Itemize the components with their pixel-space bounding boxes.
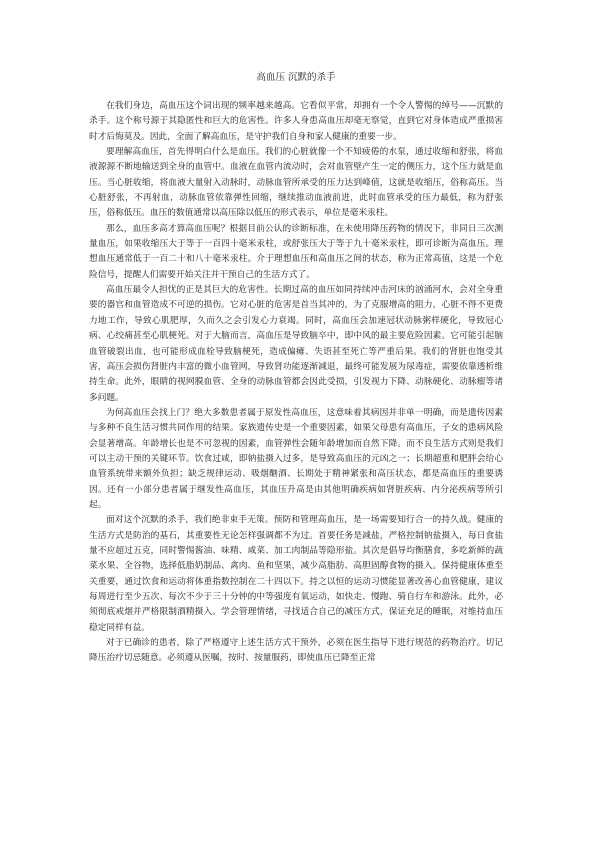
paragraph: 那么，血压多高才算高血压呢？根据目前公认的诊断标准，在未使用降压药物的情况下，非同日三次测量血压，如果收缩压大于等于一百四十毫米汞柱，或舒张压大于等于九十毫米汞柱，即可诊断为高血压。理想血压通常低于一百二十和八十毫米汞柱。介于理想血压和高血压之间的状态，称为正常高值，这是一个危险信号，提醒人们需要开始关注并干预自己的生活方式了。 [89,223,503,280]
paragraph: 要理解高血压，首先得明白什么是血压。我们的心脏就像一个不知疲倦的水泵，通过收缩和舒张，将血液源源不断地输送到全身的血管中。血液在血管内流动时，会对血管壁产生一定的侧压力，这个压力就是血压。当心脏收缩，将血液大量射入动脉时，动脉血管所承受的压力达到峰值，这就是收缩压，俗称高压。当心脏舒张，不再射血，动脉血管依靠弹性回缩，继续推动血液前进，此时血管承受的压力最低，称为舒张压，俗称低压。血压的数值通常以高压除以低压的形式表示，单位是毫米汞柱。 [89,147,503,219]
paragraph: 高血压最令人担忧的正是其巨大的危害性。长期过高的血压如同持续冲击河床的汹涌河水，会对全身重要的器官和血管造成不可逆的损伤。它对心脏的危害是首当其冲的，为了克服增高的阻力，心脏不得不更费力地工作，导致心肌肥厚，久而久之会引发心力衰竭。同时，高血压会加速冠状动脉粥样硬化，导致冠心病、心绞痛甚至心肌梗死。对于大脑而言，高血压是导致脑卒中，即中风的最主要危险因素。它可能引起脑血管破裂出血，也可能形成血栓导致脑梗死，造成偏瘫、失语甚至死亡等严重后果。我们的肾脏也饱受其害，高压会损伤肾脏内丰富的微小血管网，导致肾功能逐渐减退，最终可能发展为尿毒症，需要依靠透析维持生命。此外，眼睛的视网膜血管、全身的动脉血管都会因此受损，引发视力下降、动脉硬化、动脉瘤等诸多问题。 [89,285,503,403]
paragraph: 在我们身边，高血压这个词出现的频率越来越高。它看似平常，却拥有一个令人警惕的绰号——沉默的杀手。这个称号源于其隐匿性和巨大的危害性。许多人身患高血压却毫无察觉，直到它对身体造成严重损害时才后悔莫及。因此，全面了解高血压，是守护我们自身和家人健康的重要一步。 [89,101,503,142]
document-title: 高血压 沉默的杀手 [256,72,336,83]
paragraph: 为何高血压会找上门？绝大多数患者属于原发性高血压，这意味着其病因并非单一明确，而是遗传因素与多种不良生活习惯共同作用的结果。家族遗传史是一个重要因素，如果父母患有高血压，子女的患病风险会显著增高。年龄增长也是不可忽视的因素，血管弹性会随年龄增加而自然下降。而不良生活方式则是我们可以主动干预的关键环节。饮食过咸，即钠盐摄入过多，是导致高血压的元凶之一；长期超重和肥胖会给心血管系统带来额外负担；缺乏规律运动、吸烟酗酒、长期处于精神紧张和高压状态，都是高血压的重要诱因。还有一小部分患者属于继发性高血压，其血压升高是由其他明确疾病如肾脏疾病、内分泌疾病等所引起。 [89,407,503,510]
paragraph: 对于已确诊的患者，除了严格遵守上述生活方式干预外，必须在医生指导下进行规范的药物治疗。切记降压治疗切忌随意。必须遵从医嘱，按时、按量服药，即使血压已降至正常 [89,638,503,664]
paragraph: 面对这个沉默的杀手，我们绝非束手无策。预防和管理高血压，是一场需要知行合一的持久战。健康的生活方式是防治的基石，其重要性无论怎样强调都不为过。首要任务是减盐，严格控制钠盐摄入，每日食盐量不应超过五克，同时警惕酱油、味精、咸菜、加工肉制品等隐形盐。其次是倡导均衡膳食，多吃新鲜的蔬菜水果、全谷物，选择低脂奶制品、禽肉、鱼和坚果，减少高脂肪、高胆固醇食物的摄入。保持健康体重至关重要，通过饮食和运动将体重指数控制在二十四以下。持之以恒的运动习惯能显著改善心血管健康，建议每周进行至少五次、每次不少于三十分钟的中等强度有氧运动，如快走、慢跑、骑自行车和游泳。此外，必须彻底戒烟并严格限制酒精摄入。学会管理情绪，寻找适合自己的减压方式，保证充足的睡眠，对维持血压稳定同样有益。 [89,515,503,633]
